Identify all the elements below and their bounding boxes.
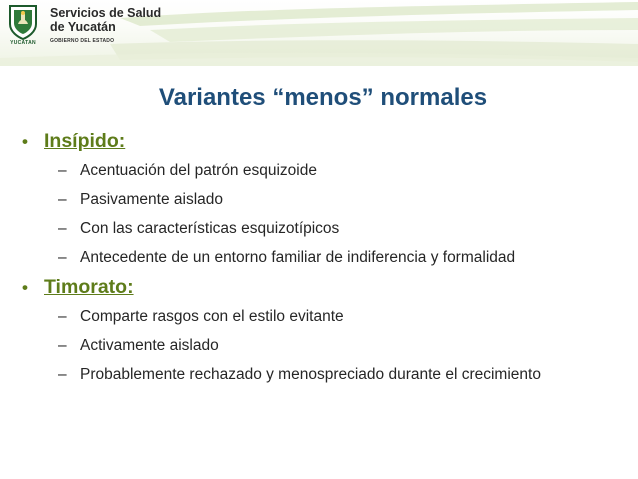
slide-title: Variantes “menos” normales (158, 84, 488, 111)
government-label: GOBIERNO DEL ESTADO (50, 38, 115, 44)
logo (6, 4, 161, 48)
org-name-line-1: Servicios de Salud (50, 6, 162, 20)
list-item (58, 364, 606, 385)
slide-content (22, 130, 612, 393)
dash-icon: – (58, 191, 67, 208)
list-item (58, 160, 606, 181)
list-item-text: Comparte rasgos con el estilo evitante (80, 308, 344, 325)
list-item-text: Acentuación del patrón esquizoide (80, 162, 317, 179)
section-heading-label: Insípido: (44, 130, 126, 152)
dash-icon: – (58, 308, 67, 325)
list-item-text: Probablemente rechazado y menospreciado durante el crecimiento (80, 366, 541, 383)
list-item (58, 306, 606, 327)
dash-icon: – (58, 337, 67, 354)
section-heading (22, 130, 612, 160)
list-item-text: Pasivamente aislado (80, 191, 224, 208)
list-item (58, 218, 606, 239)
section-heading (22, 276, 612, 306)
organization-name (50, 6, 161, 44)
list-item-text: Con las características esquizotípicos (80, 220, 340, 237)
dash-icon: – (58, 220, 67, 237)
list-item (58, 247, 606, 268)
list-item (58, 189, 606, 210)
section-insipido (22, 130, 612, 268)
list-item-text: Activamente aislado (80, 337, 219, 354)
dash-icon: – (58, 249, 67, 266)
org-name-line-2: de Yucatán (50, 20, 116, 34)
bullet-icon: • (22, 132, 28, 151)
header-band (0, 0, 638, 66)
shield-icon (8, 4, 38, 40)
dash-icon: – (58, 162, 67, 179)
section-heading-label: Timorato: (44, 276, 134, 298)
list-item-text: Antecedente de un entorno familiar de indiferencia y formalidad (80, 249, 516, 266)
shield-caption: YUCATAN (10, 40, 36, 46)
section-timorato (22, 276, 612, 385)
coat-of-arms-logo (6, 4, 40, 48)
bullet-icon: • (22, 278, 28, 297)
list-item (58, 335, 606, 356)
dash-icon: – (58, 366, 67, 383)
